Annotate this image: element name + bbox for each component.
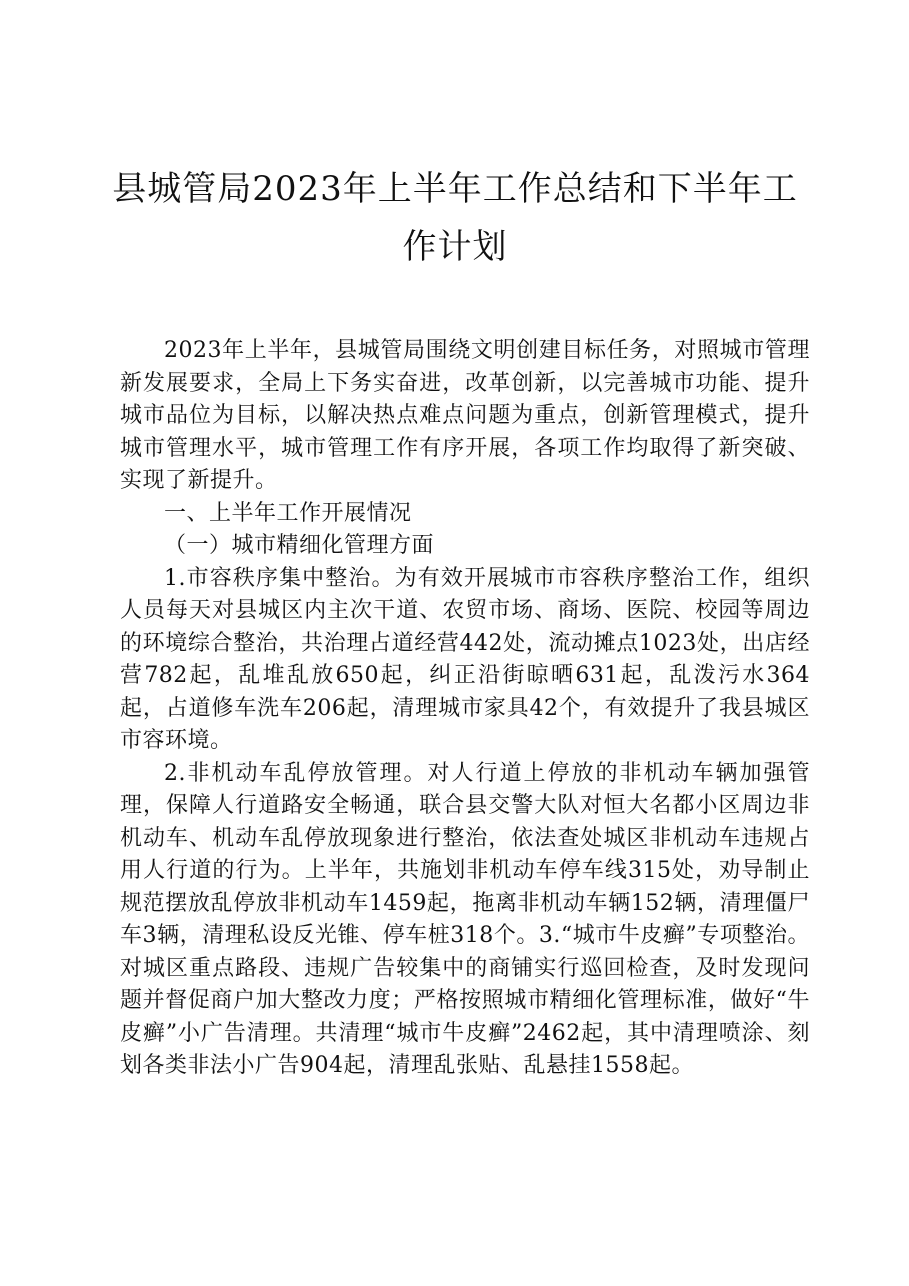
intro-paragraph: 2023年上半年，县城管局围绕文明创建目标任务，对照城市管理新发展要求，全局上下务实奋进，改革创新，以完善城市功能、提升城市品位为目标，以解决热点难点问题为重点，创新管理模式，提升城市管理水平，城市管理工作有序开展，各项工作均取得了新突破、实现了新提升。 [120,338,810,493]
title-line-2: 作计划 [402,227,508,267]
item-paragraph-2: 2.非机动车乱停放管理。对人行道上停放的非机动车辆加强管理，保障人行道路安全畅通，联合县交警大队对恒大名都小区周边非机动车、机动车乱停放现象进行整治，依法查处城区非机动车违规占用人行道的行为。上半年，共施划非机动车停车线315处，劝导制止规范摆放乱停放非机动车1459起，拖离非机动车辆152辆，清理僵尸车3辆，清理私设反光锥、停车桩318个。3.“城市牛皮癣”专项整治。对城区重点路段、违规广告较集中的商铺实行巡回检查，及时发现问题并督促商户加大整改力度；严格按照城市精细化管理标准，做好“牛皮癣”小广告清理。共清理“城市牛皮癣”2462起，其中清理喷涂、刻划各类非法小广告904起，清理乱张贴、乱悬挂1558起。 [120,760,810,1078]
document-title [110,160,800,276]
subsection-heading-1: （一）城市精细化管理方面 [164,533,435,558]
item-paragraph-1: 1.市容秩序集中整治。为有效开展城市市容秩序整治工作，组织人员每天对县城区内主次干道、农贸市场、商场、医院、校园等周边的环境综合整治，共治理占道经营442处，流动摊点1023处，出店经营782起，乱堆乱放650起，纠正沿街晾晒631起，乱泼污水364起，占道修车洗车206起，清理城市家具42个，有效提升了我县城区市容环境。 [120,565,810,753]
document-body [120,335,810,1083]
title-line-1: 县城管局2023年上半年工作总结和下半年工 [112,169,798,209]
section-heading-1: 一、上半年工作开展情况 [164,500,412,526]
